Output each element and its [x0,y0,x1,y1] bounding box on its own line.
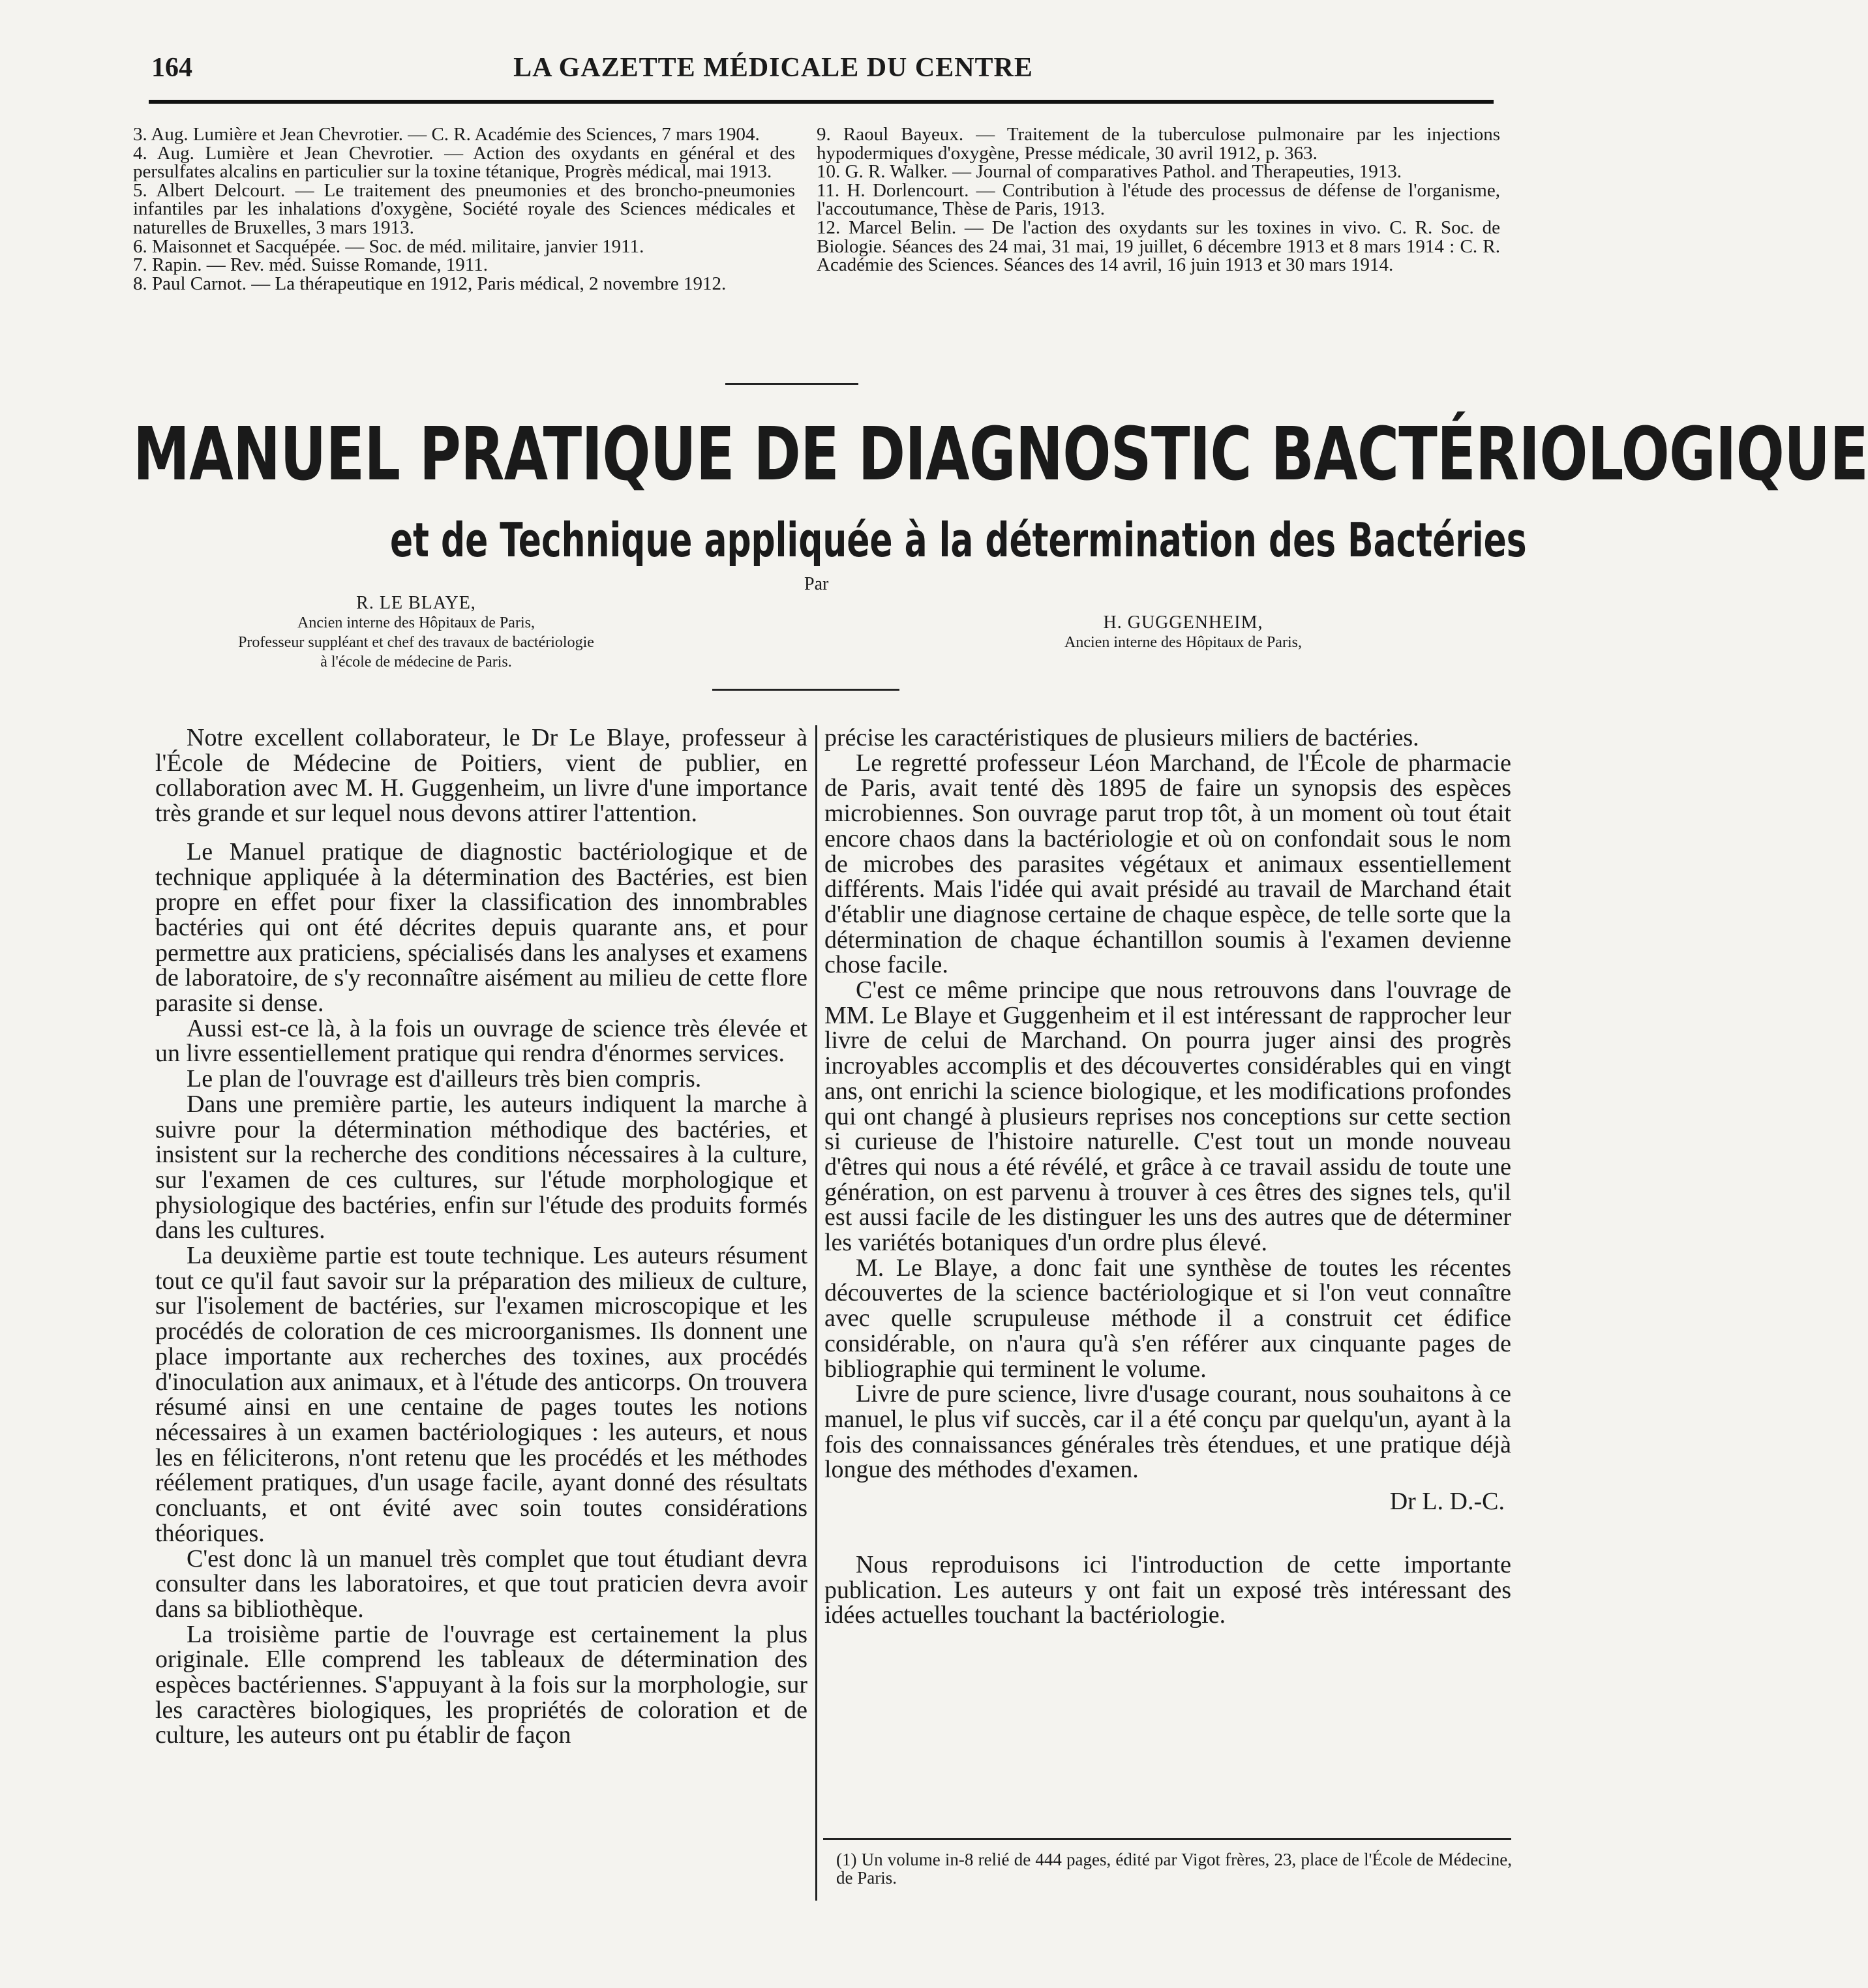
section-divider [725,383,858,385]
paragraph: La deuxième partie est toute technique. Les auteurs résument tout ce qu'il faut savoir sur la préparation des milieux de culture, sur l'isolement de bactéries, sur l'examen microscopique et les procédés de coloration de ces microorganismes. Ils donnent une place importante aux recherches des toxines, aux procédés d'inoculation aux animaux, et à l'étude des anticorps. On trouvera résumé ainsi en une centaine de pages toutes les notions nécessaires à un examen bactériologiques : les auteurs, et nous les en féliciterons, n'ont retenu que les procédés et les méthodes réélement pratiques, d'un usage facile, ayant donné des résultats concluants, et ont évité avec soin toutes considérations théoriques. [155,1242,807,1547]
author-guggenheim [981,613,1385,652]
paragraph: M. Le Blaye, a donc fait une synthèse de toutes les récentes découvertes de la science bactériologique et si l'on veut connaître avec quelle scrupuleuse méthode il a construit cet édifice considérable, on n'aura qu'à s'en référer aux cinquante pages de bibliographie qui terminent le volume. [824,1254,1511,1383]
author-title-line: Professeur suppléant et chef des travaux de bactériologie [238,634,594,651]
column-divider [815,725,817,1901]
reference-item: 11. H. Dorlencourt. — Contribution à l'étude des processus de défense de l'organisme, l'accoutumance, Thèse de Paris, 1913. [817,179,1500,220]
paragraph: Livre de pure science, livre d'usage courant, nous souhaitons à ce manuel, le plus vif succès, car il a été conçu par quelqu'un, ayant à la fois des connaissances générales très étendues, et une pratique déjà longue des méthodes d'examen. [824,1380,1511,1484]
references-right [817,125,1500,275]
paragraph: C'est donc là un manuel très complet que tout étudiant devra consulter dans les laboratoires, et que tout praticien devra avoir dans sa bibliothèque. [155,1544,807,1623]
article-subtitle: et de Technique appliquée à la détermination des Bactéries [390,513,1527,567]
header-rule [149,100,1494,104]
author-title-line: Ancien interne des Hôpitaux de Paris, [297,614,535,631]
paragraph: Notre excellent collaborateur, le Dr Le Blaye, professeur à l'École de Médecine de Poitiers, vient de publier, en collaboration avec M. H. Guggenheim, un livre d'une importance très grande et sur lequel nous devons attirer l'attention. [155,724,807,828]
byline-par: Par [804,574,829,594]
paragraph: Le Manuel pratique de diagnostic bactériologique et de technique appliquée à la détermination des Bactéries, est bien propre en effet pour fixer la classification des innombrables bactéries qui ont été décrites depuis quarante ans, et pour permettre aux praticiens, spécialisés dans les analyses et examens de laboratoire, de s'y reconnaître aisément au milieu de cette flore parasite si dense. [155,837,807,1017]
reference-item: 12. Marcel Belin. — De l'action des oxydants sur les toxines in vivo. C. R. Soc. de Biologie. Séances des 24 mai, 31 mai, 19 juillet, 6 décembre 1913 et 8 mars 1914 : C. R. Académie des Sciences. Séances des 14 avril, 16 juin 1913 et 30 mars 1914. [817,217,1500,276]
reference-item: 6. Maisonnet et Sacquépée. — Soc. de méd. militaire, janvier 1911. [133,235,644,257]
signature: Dr L. D.-C. [1389,1488,1505,1516]
paragraph: La troisième partie de l'ouvrage est certainement la plus originale. Elle comprend les tableaux de détermination des espèces bactériennes. S'appuyant à la fois sur la morphologie, sur les caractères biologiques, les propriétés de coloration et de culture, les auteurs ont pu établir de façon [155,1620,807,1749]
reference-item: 10. G. R. Walker. — Journal of comparatives Pathol. and Therapeuties, 1913. [817,161,1402,183]
paragraph: Le plan de l'ouvrage est d'ailleurs très bien compris. [187,1065,702,1093]
reference-item: 3. Aug. Lumière et Jean Chevrotier. — C. R. Académie des Sciences, 7 mars 1904. [133,124,760,145]
author-title-line: à l'école de médecine de Paris. [320,654,512,670]
body-column-left [155,725,807,1748]
paragraph: C'est ce même principe que nous retrouvons dans l'ouvrage de MM. Le Blaye et Guggenheim et il est intéressant de rapprocher leur livre de celui de Marchand. On pourra juger ainsi des progrès incroyables accomplis et des découvertes considérables qui en vingt ans, ont enrichi la science biologique, et les modifications profondes qui ont changé à plusieurs reprises nos conceptions sur cette section si curieuse de l'histoire naturelle. C'est tout un monde nouveau d'êtres qui nous a été révélé, et grâce à ce travail assidu de toute une génération, on est parvenu à trouver à ces êtres des signes tels, qu'il est aussi facile de les distinguer les uns des autres que de déterminer les variétés botaniques d'un ordre plus élevé. [824,976,1511,1257]
paragraph: Nous reproduisons ici l'introduction de cette importante publication. Les auteurs y ont fait un exposé très intéressant des idées actuelles touchant la bactériologie. [824,1550,1511,1629]
author-name: H. GUGGENHEIM, [1103,612,1263,633]
footnote: (1) Un volume in-8 relié de 444 pages, édité par Vigot frères, 23, place de l'École de Médecine, de Paris. [836,1850,1512,1888]
paragraph: précise les caractéristiques de plusieurs miliers de bactéries. [824,724,1419,751]
byline-divider [712,689,899,691]
footnote-rule [823,1838,1511,1840]
reference-item: 4. Aug. Lumière et Jean Chevrotier. — Action des oxydants en général et des persulfates alcalins en particulier sur la toxine tétanique, Progrès médical, mai 1913. [133,142,795,183]
journal-title: LA GAZETTE MÉDICALE DU CENTRE [513,53,1033,83]
paragraph: Le regretté professeur Léon Marchand, de l'École de pharmacie de Paris, avait tenté dès 1895 de faire un synopsis des espèces microbiennes. Son ouvrage parut trop tôt, à un moment où tout était encore chaos dans la bactériologie et où on confondait sous le nom de microbes des parasites végétaux et animaux essentiellement différents. Mais l'idée qui avait présidé au travail de Marchand était d'établir une diagnose certaine de chaque espèce, de telle sorte que la détermination de chaque échantillon soumis à l'examen devienne chose facile. [824,749,1511,979]
author-title-line: Ancien interne des Hôpitaux de Paris, [1064,634,1302,651]
author-name: R. LE BLAYE, [356,593,476,613]
body-column-right [824,725,1511,1628]
article-title: MANUEL PRATIQUE DE DIAGNOSTIC BACTÉRIOLOGIQUE [133,412,1868,497]
reference-item: 5. Albert Delcourt. — Le traitement des pneumonies et des broncho-pneumonies infantiles par les inhalations d'oxygène, Société royale des Sciences médicales et naturelles de Bruxelles, 3 mars 1913. [133,179,795,238]
reference-item: 7. Rapin. — Rev. méd. Suisse Romande, 1911. [133,254,488,276]
paragraph: Aussi est-ce là, à la fois un ouvrage de science très élevée et un livre essentiellement pratique qui rendra d'énormes services. [155,1014,807,1068]
author-le-blaye [207,594,625,672]
reference-item: 8. Paul Carnot. — La thérapeutique en 1912, Paris médical, 2 novembre 1912. [133,273,727,294]
references-left [133,125,795,293]
reference-item: 9. Raoul Bayeux. — Traitement de la tuberculose pulmonaire par les injections hypodermiques d'oxygène, Presse médicale, 30 avril 1912, p. 363. [817,124,1500,164]
page-number: 164 [151,53,192,83]
paragraph: Dans une première partie, les auteurs indiquent la marche à suivre pour la détermination méthodique des bactéries, et insistent sur la recherche des conditions nécessaires à la culture, sur l'examen de ces cultures, sur l'étude morphologique et physiologique des bactéries, enfin sur l'étude des produits formés dans les cultures. [155,1090,807,1244]
